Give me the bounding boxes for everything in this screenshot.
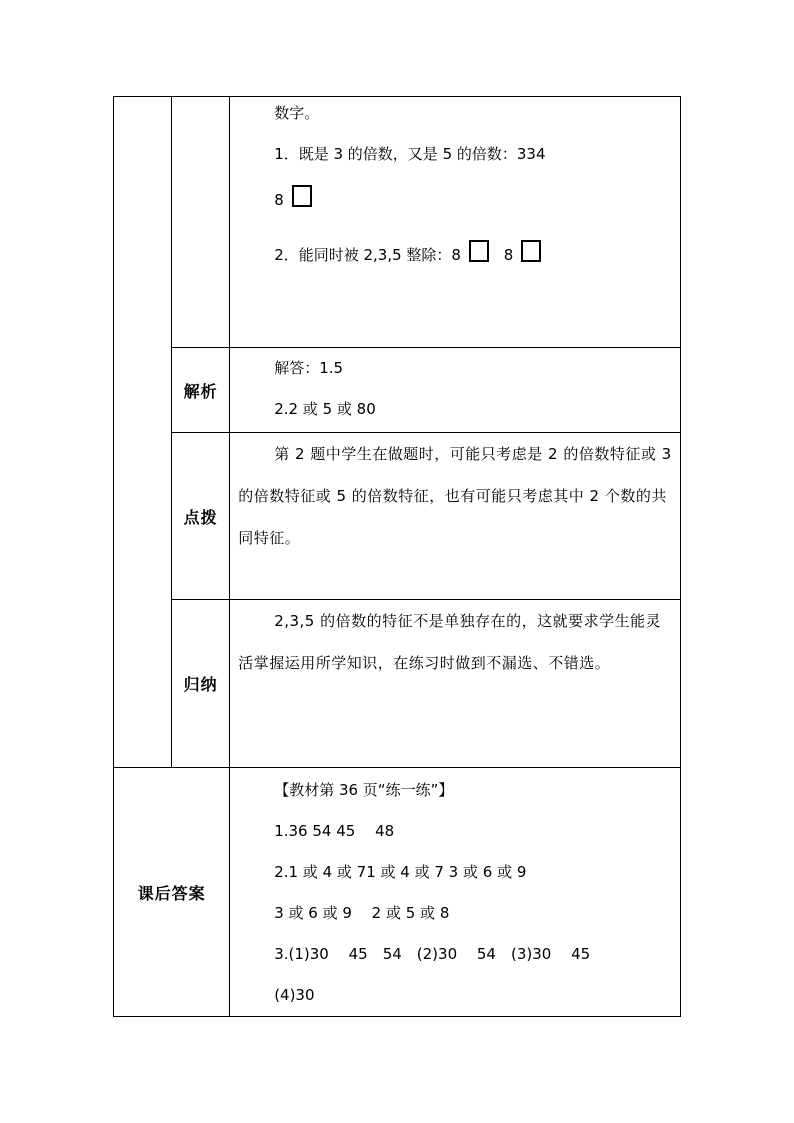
homework-content-cell [230,768,681,1017]
summary-content-cell [230,600,681,768]
tips-row [114,433,681,600]
summary-row [114,600,681,768]
question-content-cell [230,97,681,348]
tips-content-cell [230,433,681,600]
analysis-label: 解析 [172,348,230,433]
question-line-3 [238,185,672,210]
question-line-4-text-b: 8 [503,246,514,264]
tips-label: 点拨 [172,433,230,600]
question-line-2: 1．既是 3 的倍数，又是 5 的倍数：334 [274,145,546,163]
question-line-3-text: 8 [274,191,284,209]
analysis-line-1: 解答：1.5 [274,359,344,377]
question-row [114,97,681,348]
question-line-1: 数字。 [274,104,320,122]
question-line-4 [238,240,672,265]
summary-label: 归纳 [172,600,230,768]
homework-line-2: 1.36 54 45 48 [274,822,395,840]
question-line-4-text: 2．能同时被 2,3,5 整除：8 [274,246,461,264]
analysis-row [114,348,681,433]
homework-line-4: 3 或 6 或 9 2 或 5 或 8 [274,904,450,922]
outer-left-cell [114,97,172,768]
homework-row [114,768,681,1017]
blank-box-icon [469,240,489,262]
analysis-line-2: 2.2 或 5 或 80 [274,400,376,418]
summary-text: 2,3,5 的倍数的特征不是单独存在的，这就要求学生能灵活掌握运用所学知识，在练习时做到不漏选、不错选。 [238,612,662,672]
homework-line-3: 2.1 或 4 或 71 或 4 或 7 3 或 6 或 9 [274,863,527,881]
homework-label: 课后答案 [114,768,230,1017]
tips-text: 第 2 题中学生在做题时，可能只考虑是 2 的倍数特征或 3 的倍数特征或 5 的倍数特征，也有可能只考虑其中 2 个数的共同特征。 [238,445,672,547]
question-label-cell [172,97,230,348]
analysis-content-cell [230,348,681,433]
homework-line-6: (4)30 [274,986,315,1004]
homework-line-5: 3.(1)30 45 54 (2)30 54 (3)30 45 [274,945,591,963]
blank-box-icon [521,240,541,262]
homework-line-1: 【教材第 36 页“练一练”】 [274,781,454,799]
blank-box-icon [292,185,312,207]
lesson-table [113,96,681,1017]
